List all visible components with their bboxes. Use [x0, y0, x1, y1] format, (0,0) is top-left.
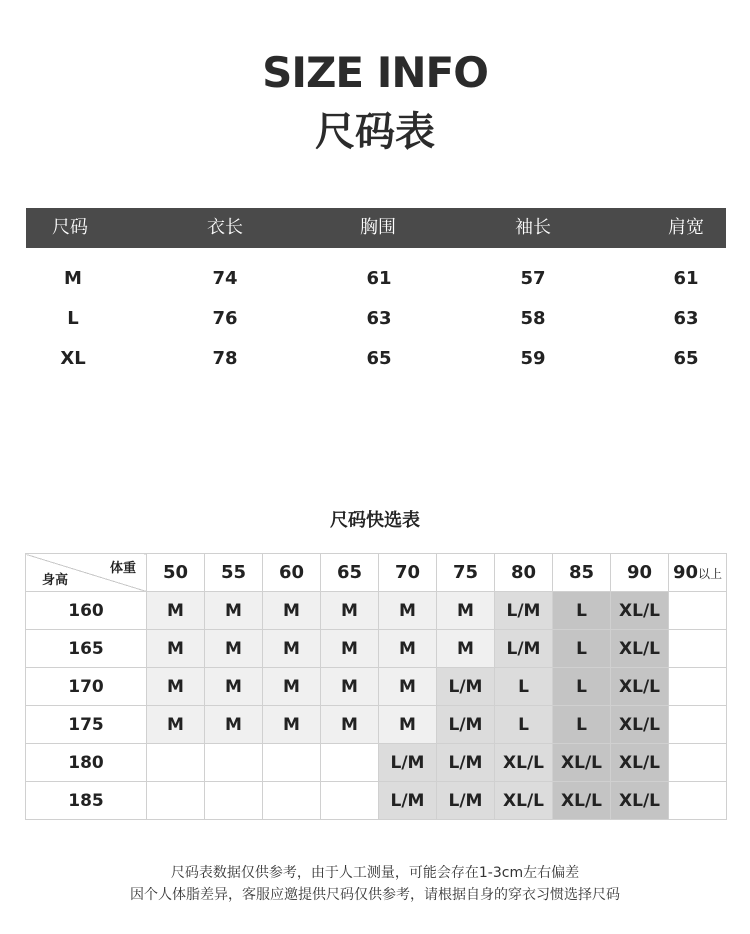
weight-header-cell: 80 [495, 554, 553, 592]
weight-header-cell: 70 [379, 554, 437, 592]
size-recommendation-cell [321, 782, 379, 820]
size-cell: 58 [520, 308, 546, 329]
corner-cell [26, 554, 147, 592]
weight-header-cell: 60 [263, 554, 321, 592]
size-cell: 65 [366, 348, 392, 369]
size-recommendation-cell: M [147, 706, 205, 744]
size-recommendation-cell: M [321, 706, 379, 744]
size-recommendation-cell: XL/L [611, 668, 669, 706]
size-cell: 59 [520, 348, 546, 369]
size-cell: M [64, 268, 82, 289]
size-recommendation-cell: L [553, 706, 611, 744]
height-cell: 180 [26, 744, 147, 782]
size-cell: 63 [673, 308, 699, 329]
size-recommendation-cell: M [379, 592, 437, 630]
size-recommendation-cell: M [147, 592, 205, 630]
size-recommendation-cell [263, 744, 321, 782]
size-recommendation-cell: M [147, 668, 205, 706]
size-recommendation-cell: M [321, 630, 379, 668]
height-row [26, 744, 727, 782]
size-recommendation-cell: M [379, 630, 437, 668]
header-size: 尺码 [52, 217, 88, 238]
weight-header-cell: 75 [437, 554, 495, 592]
header-sleeve: 袖长 [515, 217, 551, 238]
size-recommendation-cell: L/M [495, 592, 553, 630]
size-cell: 61 [366, 268, 392, 289]
size-row-xl [26, 343, 726, 373]
size-recommendation-cell: XL/L [611, 706, 669, 744]
size-recommendation-cell: L/M [495, 630, 553, 668]
size-row-m [26, 263, 726, 293]
size-row-l [26, 303, 726, 333]
height-label: 身高 [42, 573, 69, 588]
height-row [26, 592, 727, 630]
size-recommendation-cell: M [205, 668, 263, 706]
title-english: SIZE INFO [262, 48, 488, 97]
size-recommendation-cell: XL/L [495, 744, 553, 782]
weight-header-cell: 50 [147, 554, 205, 592]
size-recommendation-cell: M [263, 668, 321, 706]
height-row [26, 668, 727, 706]
size-recommendation-cell: XL/L [611, 592, 669, 630]
size-recommendation-cell: M [379, 706, 437, 744]
size-recommendation-cell: XL/L [611, 782, 669, 820]
weight-header-suffix: 以上 [698, 567, 723, 581]
weight-header-cell: 85 [553, 554, 611, 592]
height-row [26, 782, 727, 820]
size-recommendation-cell [205, 782, 263, 820]
size-recommendation-cell: XL/L [553, 782, 611, 820]
size-recommendation-cell: M [321, 592, 379, 630]
size-recommendation-cell [263, 782, 321, 820]
size-recommendation-cell: L [495, 668, 553, 706]
size-recommendation-cell: M [437, 630, 495, 668]
height-cell: 175 [26, 706, 147, 744]
size-cell: L [67, 308, 79, 329]
size-cell: XL [60, 348, 86, 369]
size-cell: 57 [520, 268, 546, 289]
size-recommendation-cell [205, 744, 263, 782]
size-recommendation-cell: M [263, 706, 321, 744]
size-recommendation-cell: L [553, 592, 611, 630]
size-recommendation-cell: L/M [437, 744, 495, 782]
size-recommendation-cell: M [205, 706, 263, 744]
size-recommendation-cell: M [263, 630, 321, 668]
size-recommendation-cell: L [495, 706, 553, 744]
size-recommendation-cell: L/M [437, 668, 495, 706]
weight-header-cell: 65 [321, 554, 379, 592]
size-recommendation-cell [669, 668, 727, 706]
weight-header-cell: 90 [611, 554, 669, 592]
weight-label: 体重 [109, 561, 136, 576]
size-cell: 61 [673, 268, 699, 289]
size-recommendation-cell: L [553, 630, 611, 668]
height-cell: 185 [26, 782, 147, 820]
header-length: 衣长 [207, 217, 243, 238]
quick-select-title: 尺码快选表 [330, 510, 420, 531]
height-cell: 165 [26, 630, 147, 668]
size-recommendation-cell: M [379, 668, 437, 706]
size-recommendation-cell [669, 744, 727, 782]
size-recommendation-cell: XL/L [611, 630, 669, 668]
size-cell: 78 [212, 348, 238, 369]
header-shoulder: 肩宽 [668, 217, 704, 238]
size-recommendation-cell: M [147, 630, 205, 668]
size-recommendation-cell [669, 782, 727, 820]
size-recommendation-cell: L [553, 668, 611, 706]
size-recommendation-cell: M [437, 592, 495, 630]
size-recommendation-cell: L/M [379, 782, 437, 820]
size-recommendation-cell [147, 782, 205, 820]
size-recommendation-cell: L/M [437, 782, 495, 820]
size-recommendation-cell: XL/L [553, 744, 611, 782]
weight-header-cell: 55 [205, 554, 263, 592]
size-cell: 63 [366, 308, 392, 329]
size-recommendation-cell [669, 630, 727, 668]
size-recommendation-cell: M [205, 592, 263, 630]
size-recommendation-cell: M [205, 630, 263, 668]
size-recommendation-cell [147, 744, 205, 782]
height-row [26, 630, 727, 668]
size-cell: 76 [212, 308, 238, 329]
size-cell: 65 [673, 348, 699, 369]
weight-header-row [26, 554, 727, 592]
size-cell: 74 [212, 268, 238, 289]
size-recommendation-cell: M [321, 668, 379, 706]
height-cell: 170 [26, 668, 147, 706]
weight-header-num: 90 [672, 562, 699, 583]
weight-header-cell [669, 554, 727, 592]
size-recommendation-cell: M [263, 592, 321, 630]
note-line-1: 尺码表数据仅供参考，由于人工测量，可能会存在1-3cm左右偏差 [170, 865, 580, 881]
quick-select-table [25, 553, 727, 820]
size-recommendation-cell [669, 706, 727, 744]
title-chinese: 尺码表 [315, 109, 435, 155]
size-recommendation-cell: L/M [379, 744, 437, 782]
size-recommendation-cell [669, 592, 727, 630]
header-chest: 胸围 [360, 217, 396, 238]
size-recommendation-cell [321, 744, 379, 782]
size-recommendation-cell: XL/L [495, 782, 553, 820]
size-recommendation-cell: L/M [437, 706, 495, 744]
height-row [26, 706, 727, 744]
note-line-2: 因个人体脂差异，客服应邀提供尺码仅供参考，请根据自身的穿衣习惯选择尺码 [130, 887, 620, 903]
size-table-header [26, 208, 726, 248]
height-cell: 160 [26, 592, 147, 630]
size-recommendation-cell: XL/L [611, 744, 669, 782]
